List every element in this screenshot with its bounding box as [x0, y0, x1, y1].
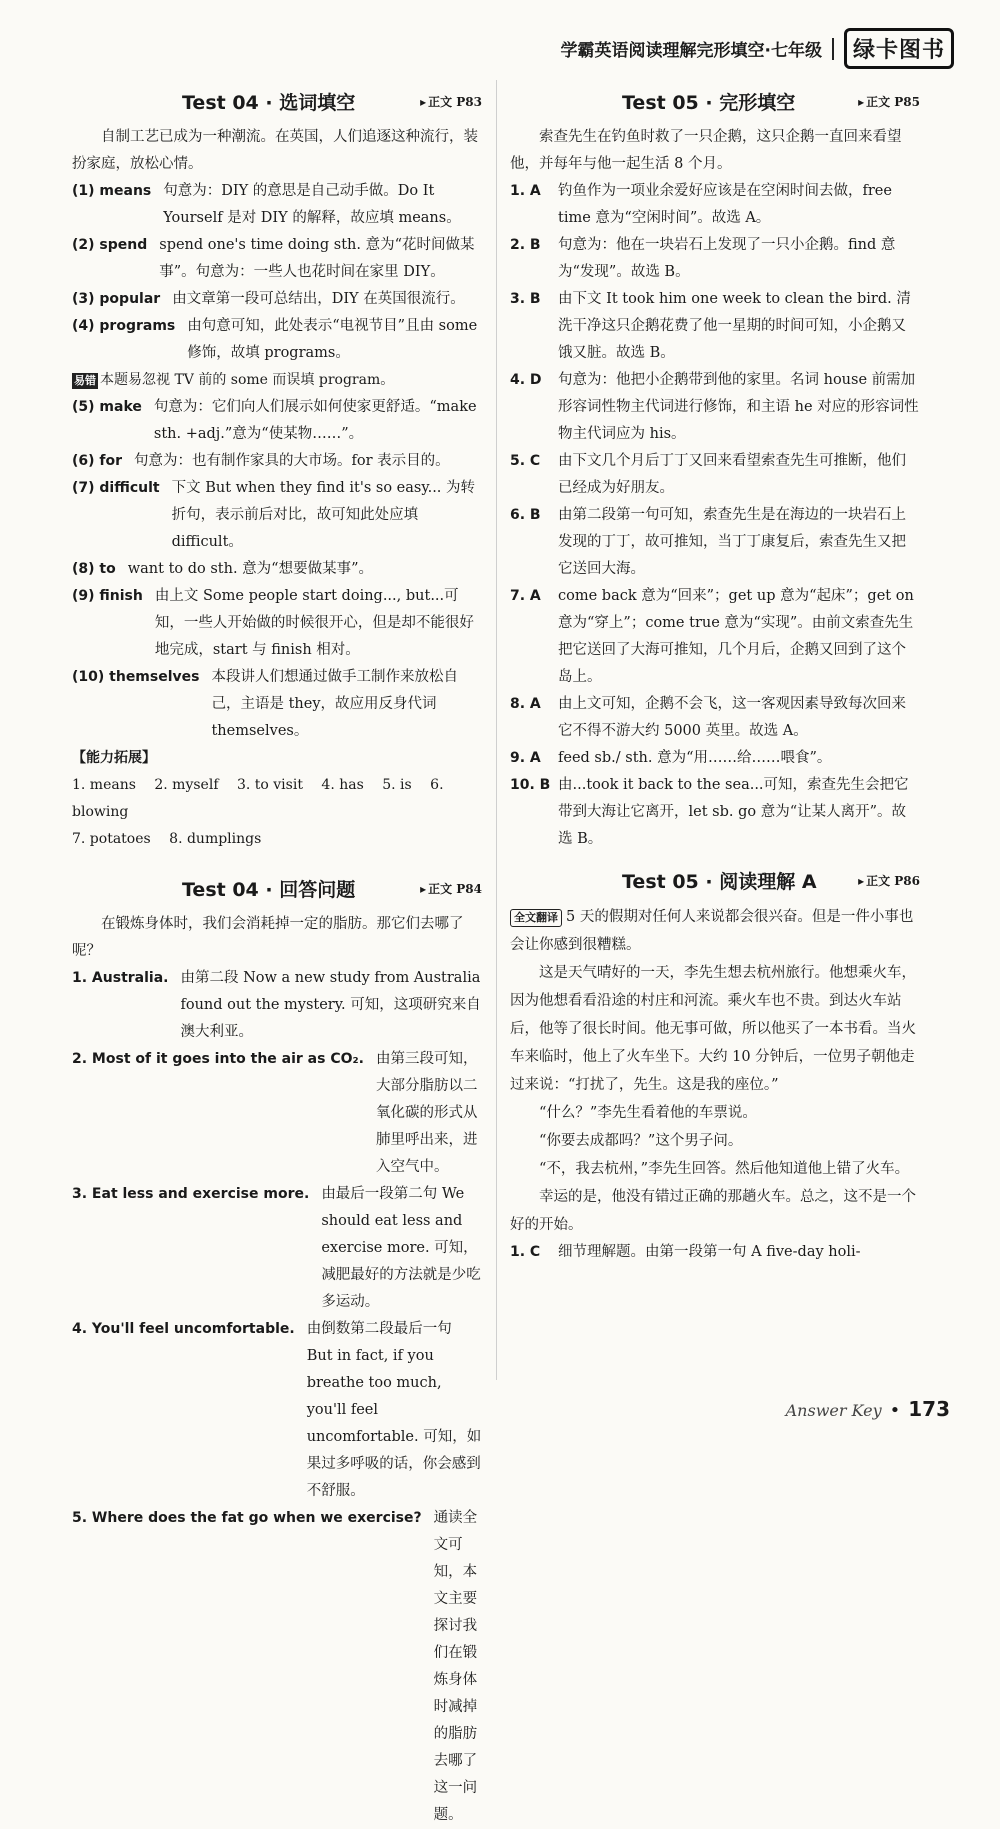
- section-title: Test 04 · 回答问题: [182, 879, 356, 901]
- section-header: [72, 875, 482, 911]
- section-header: [510, 88, 920, 124]
- answer-explanation: feed sb./ sth. 意为“用……给……喂食”。: [558, 750, 832, 766]
- right-column: [510, 88, 920, 1266]
- answer-item: [72, 313, 482, 367]
- answer-item: [72, 1046, 482, 1181]
- section-header: [72, 88, 482, 124]
- answer-item: [72, 1181, 482, 1316]
- extension-answer: 7. potatoes: [72, 831, 151, 847]
- answer-item: [72, 965, 482, 1046]
- series-title: 学霸英语阅读理解完形填空·七年级: [560, 41, 822, 61]
- answer-explanation: 句意为：他把小企鹅带到他的家里。名词 house 前需加形容词性物主代词进行修饰，和主语 he 对应的形容词性物主代词应为 his。: [558, 372, 919, 442]
- section-intro: 自制工艺已成为一种潮流。在英国，人们追逐这种流行，装扮家庭，放松心情。: [72, 129, 478, 172]
- tip-badge: 易错: [74, 374, 96, 387]
- page-number: 173: [908, 1397, 950, 1421]
- answer-item: [72, 178, 482, 232]
- answer-item: [510, 367, 920, 448]
- answer-explanation: 细节理解题。由第一段第一句 A five-day holi-: [558, 1244, 861, 1260]
- answer-explanation: spend one's time doing sth. 意为“花时间做某事”。句意为：一些人也花时间在家里 DIY。: [159, 237, 475, 280]
- extension-answers-line-2: [72, 826, 482, 853]
- translation-paragraph: 幸运的是，他没有错过正确的那趟火车。总之，这不是一个好的开始。: [510, 1189, 916, 1233]
- answer-number: 1. Australia.: [72, 970, 169, 986]
- footer-label: Answer Key: [785, 1401, 882, 1420]
- extension-heading: 【能力拓展】: [72, 750, 156, 766]
- answer-explanation: 由文章第一段可总结出，DIY 在英国很流行。: [172, 291, 465, 307]
- answer-item: [510, 1239, 920, 1266]
- page-header: [561, 28, 954, 69]
- answer-number: (3) popular: [72, 291, 161, 307]
- answer-item: [510, 583, 920, 691]
- page-reference: ▸ 正文 P85: [858, 93, 920, 110]
- answer-number: 2. Most of it goes into the air as CO₂.: [72, 1051, 364, 1067]
- page-reference: ▸ 正文 P83: [420, 93, 482, 110]
- answer-explanation: 由上文 Some people start doing..., but...可知，一些人开始做的时候很开心，但是却不能很好地完成，start 与 finish 相对。: [154, 588, 474, 658]
- section-header: [510, 867, 920, 903]
- answer-number: (8) to: [72, 561, 116, 577]
- answer-number: 5. C: [510, 453, 541, 469]
- header-divider: [832, 38, 834, 60]
- answer-number: 8. A: [510, 696, 541, 712]
- answer-explanation: 由倒数第二段最后一句 But in fact, if you breathe too much, you'll feel uncomfortable. 可知，如果过多呼吸的话，你会感到不舒服。: [306, 1321, 482, 1499]
- answer-explanation: 下文 But when they find it's so easy... 为转折句，表示前后对比，故可知此处应填 difficult。: [171, 480, 476, 550]
- answer-item: [72, 475, 482, 556]
- translation-paragraph: “你要去成都吗？”这个男子问。: [539, 1133, 743, 1149]
- answer-item: [72, 556, 482, 583]
- answer-item: [510, 286, 920, 367]
- answer-explanation: come back 意为“回来”；get up 意为“起床”；get on 意为“穿上”；come true 意为“实现”。由前文索查先生把它送回了大海可推知，几个月后，企鹅又回到了这个岛上。: [558, 588, 914, 685]
- answer-explanation: 句意为：DIY 的意思是自己动手做。Do It Yourself 是对 DIY 的解释，故应填 means。: [163, 183, 461, 226]
- tip-text: 本题易忽视 TV 前的 some 而误填 program。: [100, 372, 395, 388]
- left-column: [72, 88, 482, 1829]
- translation-paragraph: 这是天气晴好的一天，李先生想去杭州旅行。他想乘火车，因为他想看看沿途的村庄和河流。乘火车也不贵。到达火车站后，他等了很长时间。他无事可做，所以他买了一本书看。当火车来临时，他上了火车坐下。大约 10 分钟后，一位男子朝他走过来说：“打扰了，先生。这是我的座位。”: [510, 965, 916, 1093]
- answer-number: (1) means: [72, 183, 152, 199]
- answer-list: [72, 965, 482, 1829]
- translation-badge: 全文翻译: [510, 909, 562, 927]
- answer-explanation: 句意为：它们向人们展示如何使家更舒适。“make sth. +adj.”意为“使某物……”。: [153, 399, 477, 442]
- page-reference: ▸ 正文 P84: [420, 880, 482, 897]
- answer-number: 2. B: [510, 237, 541, 253]
- answer-item: [510, 502, 920, 583]
- extension-answer: 4. has: [321, 777, 364, 793]
- answer-item: [510, 772, 920, 853]
- footer-dot: •: [889, 1400, 901, 1421]
- answer-item: [72, 1505, 482, 1829]
- answer-explanation: 句意为：他在一块岩石上发现了一只小企鹅。find 意为“发现”。故选 B。: [558, 237, 896, 280]
- answer-explanation: 句意为：也有制作家具的大市场。for 表示目的。: [134, 453, 450, 469]
- answer-list: [510, 178, 920, 853]
- answer-item: [510, 448, 920, 502]
- answer-explanation: 由下文 It took him one week to clean the bird. 清洗干净这只企鹅花费了他一星期的时间可知，小企鹅又饿又脏。故选 B。: [558, 291, 911, 361]
- page-footer: [786, 1397, 950, 1421]
- column-divider: [496, 80, 497, 1380]
- answer-item: [72, 583, 482, 664]
- answer-explanation: 由第三段可知，大部分脂肪以二氧化碳的形式从肺里呼出来，进入空气中。: [375, 1051, 478, 1175]
- translation-paragraph: “不，我去杭州，”李先生回答。然后他知道他上错了火车。: [539, 1161, 910, 1177]
- section-intro: 索查先生在钓鱼时救了一只企鹅，这只企鹅一直回来看望他，并每年与他一起生活 8 个月。: [510, 129, 902, 172]
- answer-explanation: 由第二段 Now a new study from Australia found out the mystery. 可知，这项研究来自澳大利亚。: [180, 970, 481, 1040]
- answer-explanation: want to do sth. 意为“想要做某事”。: [127, 561, 374, 577]
- answer-number: 4. You'll feel uncomfortable.: [72, 1321, 295, 1337]
- answer-number: 3. B: [510, 291, 541, 307]
- tip-note: [72, 367, 482, 394]
- extension-answer: 3. to visit: [236, 777, 303, 793]
- answer-explanation: 由最后一段第二句 We should eat less and exercise more. 可知，减肥最好的方法就是少吃多运动。: [321, 1186, 481, 1310]
- answer-explanation: 由上文可知，企鹅不会飞，这一客观因素导致每次回来它不得不游大约 5000 英里。故选 A。: [558, 696, 906, 739]
- answer-item: [510, 178, 920, 232]
- answer-number: (4) programs: [72, 318, 176, 334]
- answer-number: 9. A: [510, 750, 541, 766]
- section-title: Test 05 · 阅读理解 A: [622, 871, 817, 893]
- answer-item: [72, 1316, 482, 1505]
- answer-number: 1. A: [510, 183, 541, 199]
- answer-item: [510, 691, 920, 745]
- extension-answer: 2. myself: [154, 777, 219, 793]
- answer-number: 6. B: [510, 507, 541, 523]
- answer-explanation: 通读全文可知，本文主要探讨我们在锻炼身体时减掉的脂肪去哪了这一问题。: [433, 1510, 478, 1823]
- answer-explanation: 由...took it back to the sea...可知，索查先生会把它带到大海让它离开，let sb. go 意为“让某人离开”。故选 B。: [558, 777, 909, 847]
- answer-number: 4. D: [510, 372, 542, 388]
- answer-number: (2) spend: [72, 237, 148, 253]
- answer-list: [72, 178, 482, 367]
- answer-number: (6) for: [72, 453, 123, 469]
- answer-number: 7. A: [510, 588, 541, 604]
- answer-item: [510, 745, 920, 772]
- translation-text: 5 天的假期对任何人来说都会很兴奋。但是一件小事也会让你感到很糟糕。: [510, 909, 914, 953]
- answer-explanation: 钓鱼作为一项业余爱好应该是在空闲时间去做，free time 意为“空闲时间”。故选 A。: [558, 183, 892, 226]
- extension-answer: 6. blowing: [72, 777, 444, 820]
- translation-paragraph: “什么？”李先生看着他的车票说。: [539, 1105, 757, 1121]
- answer-item: [72, 448, 482, 475]
- answer-item: [72, 394, 482, 448]
- answer-number: 5. Where does the fat go when we exercise?: [72, 1510, 422, 1526]
- extension-answer: 1. means: [72, 777, 136, 793]
- section-title: Test 05 · 完形填空: [622, 92, 796, 114]
- answer-item: [72, 286, 482, 313]
- answer-list: [510, 1239, 920, 1266]
- section-title: Test 04 · 选词填空: [182, 92, 356, 114]
- section-intro: 在锻炼身体时，我们会消耗掉一定的脂肪。那它们去哪了呢？: [72, 916, 464, 959]
- answer-item: [510, 232, 920, 286]
- translation-paragraph: [510, 903, 920, 959]
- answer-explanation: 本段讲人们想通过做手工制作来放松自己，主语是 they，故应用反身代词 themselves。: [211, 669, 458, 739]
- answer-item: [72, 664, 482, 745]
- answer-item: [72, 232, 482, 286]
- publisher-logo: 绿卡图书: [844, 28, 954, 69]
- answer-number: (10) themselves: [72, 669, 200, 685]
- answer-explanation: 由第二段第一句可知，索查先生是在海边的一块岩石上发现的丁丁，故可推知，当丁丁康复后，索查先生又把它送回大海。: [558, 507, 906, 577]
- answer-explanation: 由下文几个月后丁丁又回来看望索查先生可推断，他们已经成为好朋友。: [558, 453, 906, 496]
- extension-answer: 5. is: [382, 777, 412, 793]
- answer-list: [72, 394, 482, 745]
- answer-number: (5) make: [72, 399, 142, 415]
- answer-number: 10. B: [510, 777, 551, 793]
- answer-number: (9) finish: [72, 588, 143, 604]
- answer-number: 3. Eat less and exercise more.: [72, 1186, 310, 1202]
- extension-answer: 8. dumplings: [169, 831, 262, 847]
- answer-number: 1. C: [510, 1244, 541, 1260]
- answer-number: (7) difficult: [72, 480, 160, 496]
- page-reference: ▸ 正文 P86: [858, 872, 920, 889]
- extension-answers-line-1: [72, 772, 482, 826]
- answer-explanation: 由句意可知，此处表示“电视节目”且由 some 修饰，故填 programs。: [187, 318, 478, 361]
